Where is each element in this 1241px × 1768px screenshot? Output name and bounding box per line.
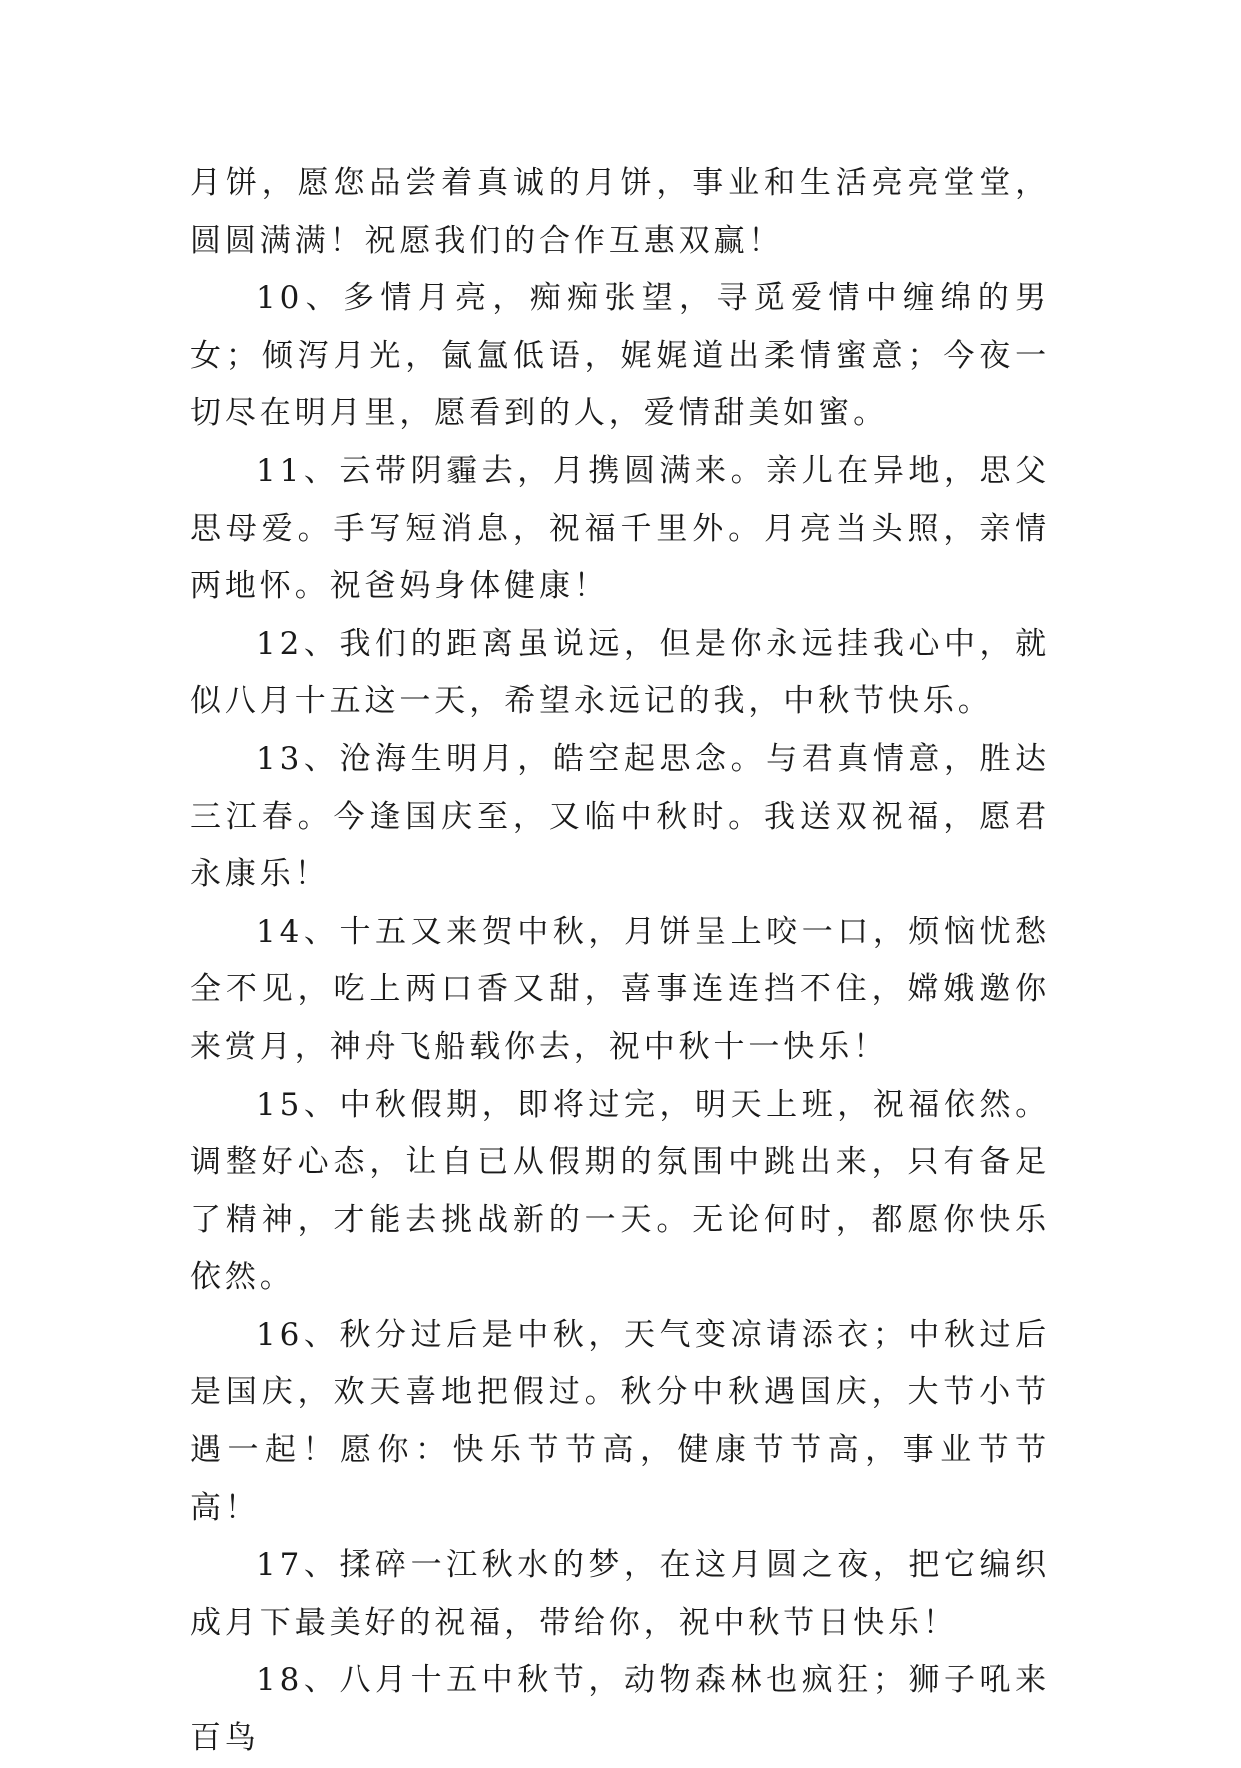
paragraph-14: 14、十五又来贺中秋，月饼呈上咬一口，烦恼忧愁全不见，吃上两口香又甜，喜事连连挡不住，嫦娥邀你来赏月，神舟飞船载你去，祝中秋十一快乐！ <box>190 913 1050 1065</box>
paragraph-13: 13、沧海生明月，皓空起思念。与君真情意，胜达三江春。今逢国庆至，又临中秋时。我送双祝福，愿君永康乐！ <box>190 740 1050 893</box>
paragraph-16: 16、秋分过后是中秋，天气变凉请添衣；中秋过后是国庆，欢天喜地把假过。秋分中秋遇国庆，大节小节遇一起！愿你：快乐节节高，健康节节高，事业节节高！ <box>190 1316 1050 1526</box>
paragraph-17: 17、揉碎一江秋水的梦，在这月圆之夜，把它编织成月下最美好的祝福，带给你，祝中秋节日快乐！ <box>190 1547 1050 1641</box>
document-body <box>190 155 1050 1768</box>
paragraph-11: 11、云带阴霾去，月携圆满来。亲儿在异地，思父思母爱。手写短消息，祝福千里外。月亮当头照，亲情两地怀。祝爸妈身体健康！ <box>190 452 1050 605</box>
paragraph-18: 18、八月十五中秋节，动物森林也疯狂；狮子吼来百鸟 <box>190 1662 1050 1757</box>
paragraph-15: 15、中秋假期，即将过完，明天上班，祝福依然。调整好心态，让自已从假期的氛围中跳出来，只有备足了精神，才能去挑战新的一天。无论何时，都愿你快乐依然。 <box>190 1086 1050 1296</box>
paragraph-10: 10、多情月亮，痴痴张望，寻觅爱情中缠绵的男女；倾泻月光，氤氲低语，娓娓道出柔情蜜意；今夜一切尽在明月里，愿看到的人，爱情甜美如蜜。 <box>190 280 1050 432</box>
paragraph-9-continued: 月饼，愿您品尝着真诚的月饼，事业和生活亮亮堂堂，圆圆满满！祝愿我们的合作互惠双赢！ <box>190 165 1050 259</box>
paragraph-12: 12、我们的距离虽说远，但是你永远挂我心中，就似八月十五这一天，希望永远记的我，中秋节快乐。 <box>190 625 1050 720</box>
